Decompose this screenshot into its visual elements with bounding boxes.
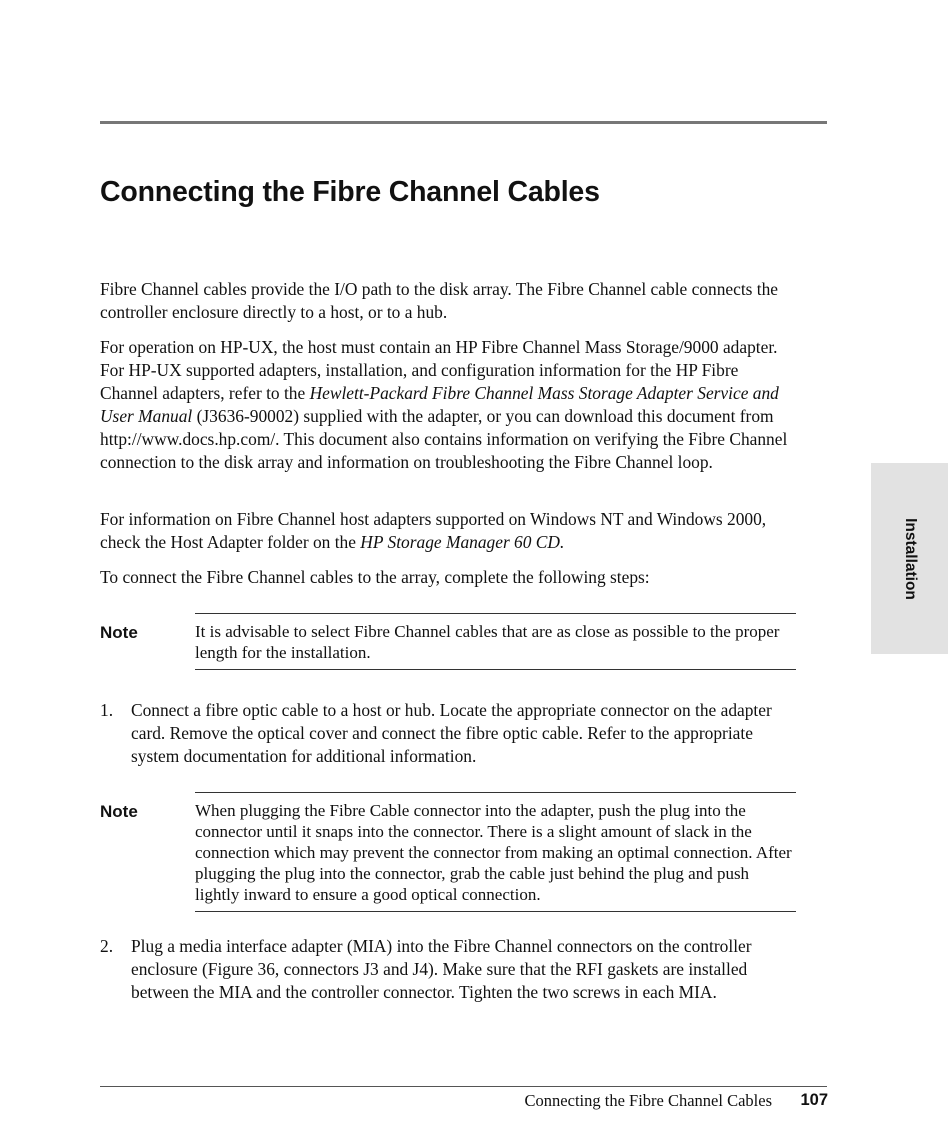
page-title: Connecting the Fibre Channel Cables	[100, 176, 600, 208]
note-text: When plugging the Fibre Cable connector into the adapter, push the plug into the connector until it snaps into the connector. There is a slight amount of slack in the connection which may prevent the connector from making an optimal connection. After plugging the plug into the connector, grab the cable just behind the plug and push lightly inward to ensure a good optical connection.	[195, 792, 796, 912]
section-tab-label: Installation	[901, 517, 919, 600]
cd-title: HP Storage Manager 60 CD.	[360, 532, 565, 552]
paragraph-text: Fibre Channel cables provide the I/O path to the disk array. The Fibre Channel cable connects the controller enclosure directly to a host, or to a hub.	[100, 279, 779, 322]
section-tab	[871, 463, 948, 654]
step-2	[100, 935, 800, 1004]
intro-paragraph	[100, 278, 800, 324]
note-label: Note	[100, 623, 138, 642]
paragraph-text: To connect the Fibre Channel cables to the array, complete the following steps:	[100, 567, 650, 587]
step-number: 1.	[100, 700, 114, 720]
hpux-paragraph	[100, 336, 800, 474]
step-1	[100, 699, 800, 768]
step-number: 2.	[100, 936, 114, 956]
windows-paragraph	[100, 508, 800, 554]
header-rule	[100, 121, 827, 124]
steps-intro-paragraph	[100, 566, 800, 589]
step-text: Plug a media interface adapter (MIA) into the Fibre Channel connectors on the controller enclosure (Figure 36, connectors J3 and J4). Make sure that the RFI gaskets are installed between the MIA and the controller connector. Tighten the two screws in each MIA.	[131, 936, 752, 1002]
note-label: Note	[100, 802, 138, 821]
paragraph-text: (J3636-90002) supplied with the adapter, or you can download this document from http://www.docs.hp.com/. This document also contains information on verifying the Fibre Channel connection to the disk array and information on troubleshooting the Fibre Channel loop.	[100, 406, 788, 472]
step-text: Connect a fibre optic cable to a host or hub. Locate the appropriate connector on the adapter card. Remove the optical cover and connect the fibre optic cable. Refer to the appropriate system documentation for additional information.	[131, 700, 772, 766]
manual-title: Hewlett-Packard Fibre Channel Mass Storage Adapter Service and User Manual	[100, 383, 779, 426]
footer-rule	[100, 1086, 827, 1087]
paragraph-text: For operation on HP-UX, the host must contain an HP Fibre Channel Mass Storage/9000 adapter. For HP-UX supported adapters, installation, and configuration information for the HP Fibre Channel adapters, refer to the	[100, 337, 778, 403]
note-text: It is advisable to select Fibre Channel cables that are as close as possible to the proper length for the installation.	[195, 613, 796, 670]
paragraph-text: For information on Fibre Channel host adapters supported on Windows NT and Windows 2000, check the Host Adapter folder on the	[100, 509, 767, 552]
footer-section-title: Connecting the Fibre Channel Cables	[524, 1091, 772, 1110]
page-number: 107	[800, 1091, 828, 1109]
